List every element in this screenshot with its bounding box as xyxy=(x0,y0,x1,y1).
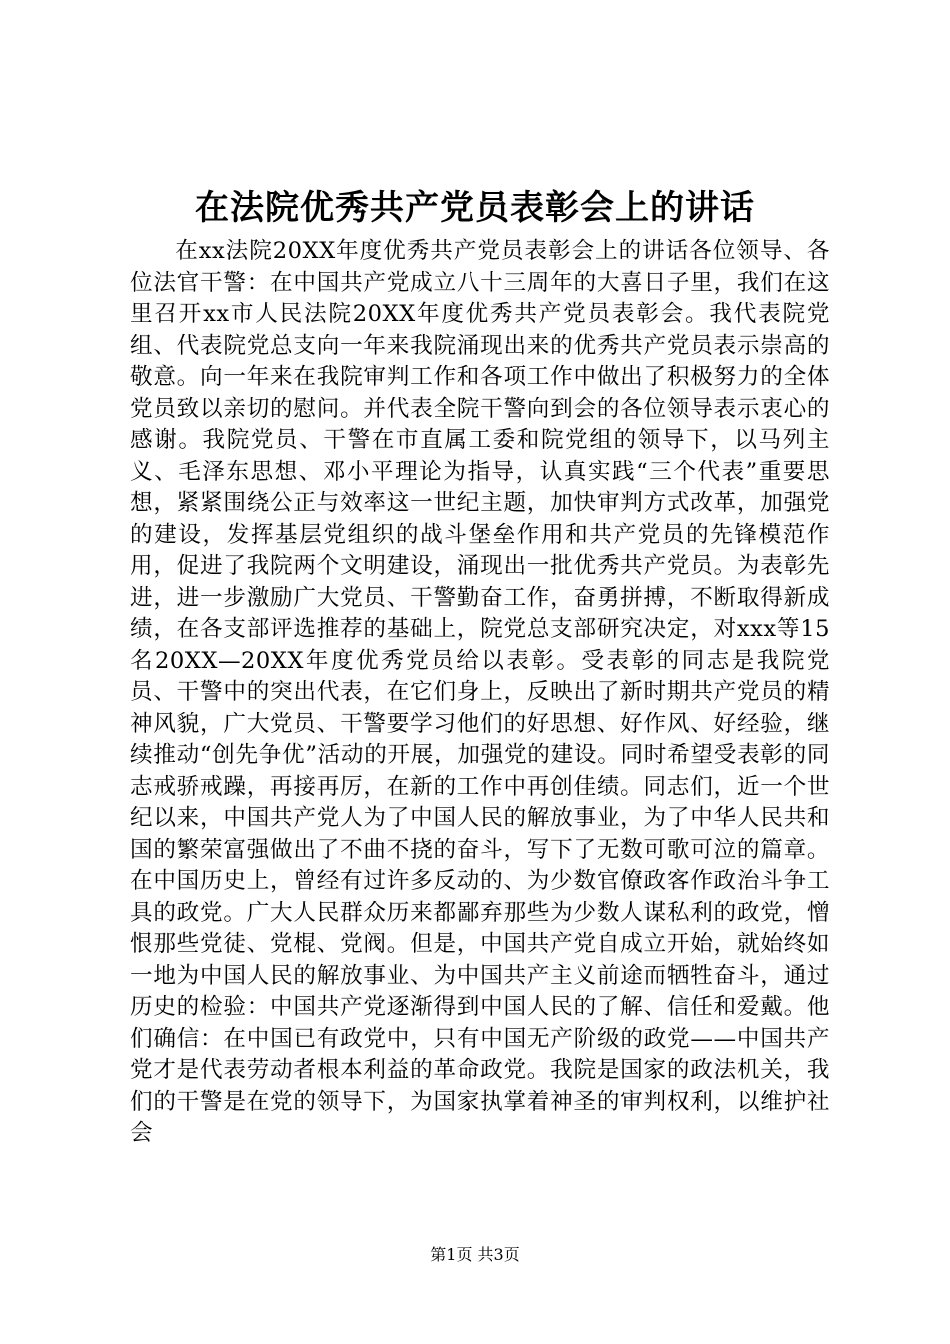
document-title: 在法院优秀共产党员表彰会上的讲话 xyxy=(195,188,755,228)
document-body-paragraph: 在xx法院20XX年度优秀共产党员表彰会上的讲话各位领导、各位法官干警：在中国共产党成立八十三周年的大喜日子里，我们在这里召开xx市人民法院20XX年度优秀共产党员表彰会。我代表院党组、代表院党总支向一年来我院涌现出来的优秀共产党员表示崇高的敬意。向一年来在我院审判工作和各项工作中做出了积极努力的全体党员致以亲切的慰问。并代表全院干警向到会的各位领导表示衷心的感谢。我院党员、干警在市直属工委和院党组的领导下，以马列主义、毛泽东思想、邓小平理论为指导，认真实践“三个代表”重要思想，紧紧围绕公正与效率这一世纪主题，加快审判方式改革，加强党的建设，发挥基层党组织的战斗堡垒作用和共产党员的先锋模范作用，促进了我院两个文明建设，涌现出一批优秀共产党员。为表彰先进，进一步激励广大党员、干警勤奋工作，奋勇拼搏，不断取得新成绩，在各支部评选推荐的基础上，院党总支部研究决定，对xxx等15名20XX—20XX年度优秀党员给以表彰。受表彰的同志是我院党员、干警中的突出代表，在它们身上，反映出了新时期共产党员的精神风貌，广大党员、干警要学习他们的好思想、好作风、好经验，继续推动“创先争优”活动的开展，加强党的建设。同时希望受表彰的同志戒骄戒躁，再接再厉，在新的工作中再创佳绩。同志们，近一个世纪以来，中国共产党人为了中国人民的解放事业，为了中华人民共和国的繁荣富强做出了不曲不挠的奋斗，写下了无数可歌可泣的篇章。在中国历史上，曾经有过许多反动的、为少数官僚政客作政治斗争工具的政党。广大人民群众历来都鄙弃那些为少数人谋私利的政党，憎恨那些党徒、党棍、党阀。但是，中国共产党自成立开始，就始终如一地为中国人民的解放事业、为中国共产主义前途而牺牲奋斗，通过历史的检验：中国共产党逐渐得到中国人民的了解、信任和爱戴。他们确信：在中国已有政党中，只有中国无产阶级的政党——中国共产党才是代表劳动者根本利益的革命政党。我院是国家的政法机关，我们的干警是在党的领导下，为国家执掌着神圣的审判权利，以维护社会 xyxy=(130,238,830,1146)
page-footer: 第1页 共3页 xyxy=(430,1245,520,1264)
